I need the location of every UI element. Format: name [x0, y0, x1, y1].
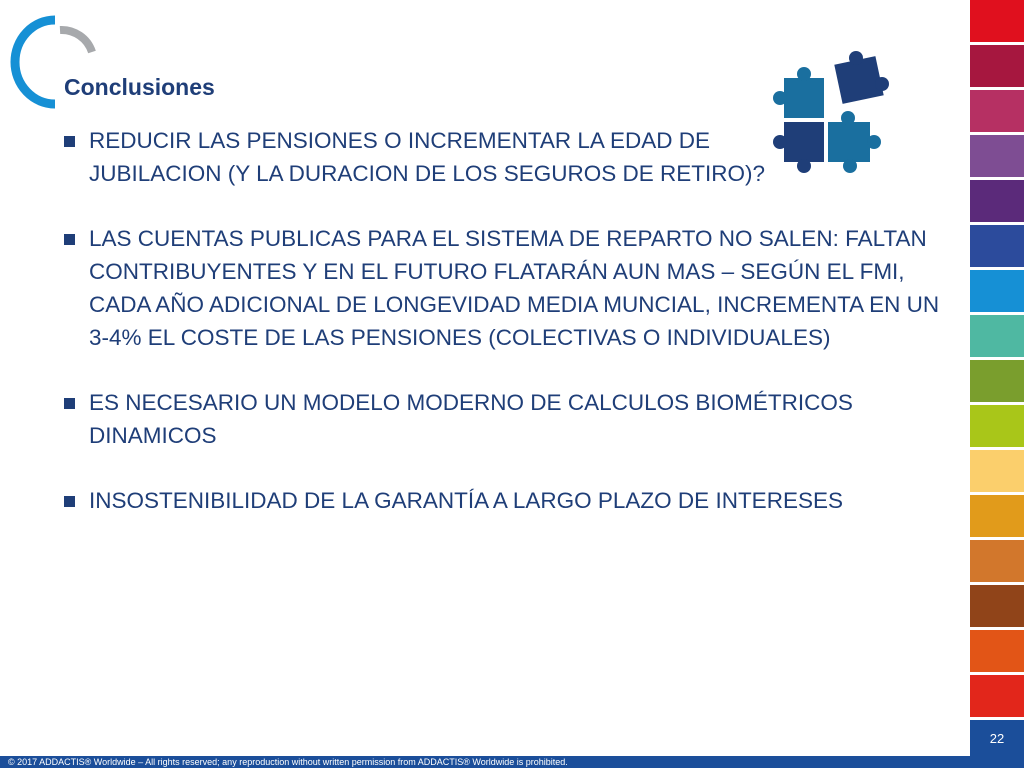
- bullet-marker: [64, 496, 75, 507]
- color-stripe: [970, 405, 1024, 447]
- bullet-marker: [64, 136, 75, 147]
- color-stripe: [970, 90, 1024, 132]
- color-stripe: [970, 225, 1024, 267]
- color-stripe: [970, 0, 1024, 42]
- color-stripe: [970, 585, 1024, 627]
- color-stripe: [970, 360, 1024, 402]
- color-stripe: [970, 630, 1024, 672]
- color-stripe: [970, 180, 1024, 222]
- color-stripe: [970, 675, 1024, 717]
- slide-title: Conclusiones: [64, 74, 215, 100]
- bullet-item: [64, 386, 954, 452]
- bullet-item: [64, 484, 954, 517]
- bullet-text: INSOSTENIBILIDAD DE LA GARANTÍA A LARGO PLAZO DE INTERESES: [89, 488, 843, 513]
- color-stripe: [970, 450, 1024, 492]
- color-stripe: [970, 540, 1024, 582]
- color-stripes-sidebar: [970, 0, 1024, 720]
- bullet-list: [64, 124, 954, 517]
- bullet-text: LAS CUENTAS PUBLICAS PARA EL SISTEMA DE REPARTO NO SALEN: FALTAN CONTRIBUYENTES Y EN EL FUTURO FLATARÁN AUN MAS – SEGÚN EL FMI, CADA AÑO ADICIONAL DE LONGEVIDAD MEDIA MUNCIAL, INCREMENTA EN UN 3-4% EL COSTE DE LAS PENSIONES (COLECTIVAS O INDIVIDUALES): [89, 226, 940, 350]
- bullet-item: [64, 124, 789, 190]
- color-stripe: [970, 270, 1024, 312]
- bullet-text: REDUCIR LAS PENSIONES O INCREMENTAR LA EDAD DE JUBILACION (Y LA DURACION DE LOS SEGUROS DE RETIRO)?: [89, 128, 765, 186]
- color-stripe: [970, 495, 1024, 537]
- page-number: 22: [970, 720, 1024, 756]
- bullet-item: [64, 222, 954, 354]
- color-stripe: [970, 135, 1024, 177]
- bullet-marker: [64, 234, 75, 245]
- color-stripe: [970, 315, 1024, 357]
- copyright-footer: © 2017 ADDACTIS® Worldwide – All rights reserved; any reproduction without written permission from ADDACTIS® Worldwide is prohibited.: [0, 756, 1024, 768]
- color-stripe: [970, 45, 1024, 87]
- bullet-marker: [64, 398, 75, 409]
- bullet-text: ES NECESARIO UN MODELO MODERNO DE CALCULOS BIOMÉTRICOS DINAMICOS: [89, 390, 853, 448]
